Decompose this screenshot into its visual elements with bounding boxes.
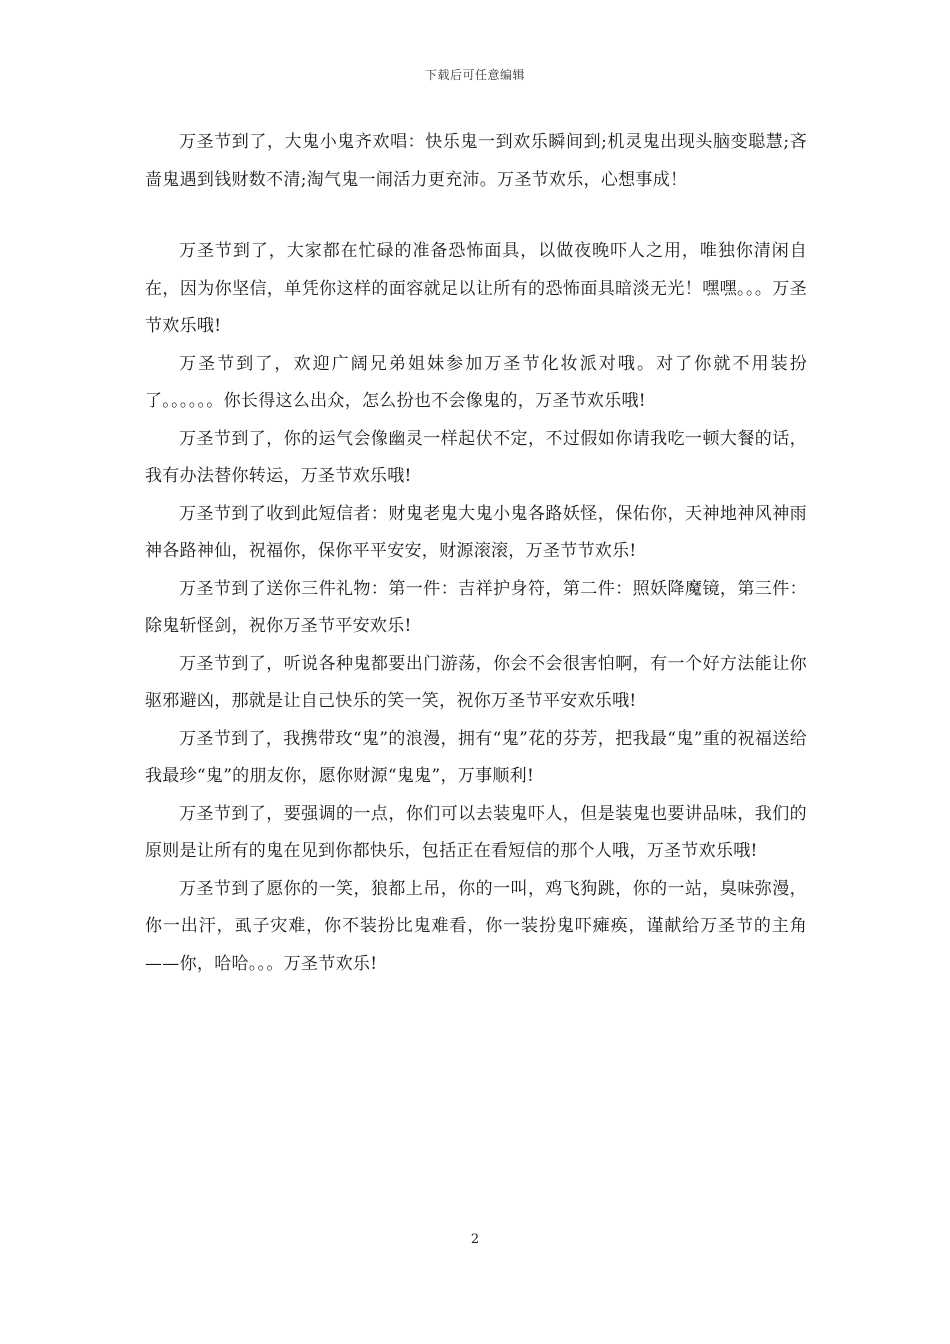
- paragraph-2: 万圣节到了，大家都在忙碌的准备恐怖面具，以做夜晚吓人之用，唯独你清闲自在，因为你坚信，单凭你这样的面容就足以让所有的恐怖面具暗淡无光！嘿嘿。。。万圣节欢乐哦!: [145, 241, 807, 336]
- page-header: 下载后可任意编辑: [424, 68, 525, 82]
- paragraph-1: 万圣节到了，大鬼小鬼齐欢唱：快乐鬼一到欢乐瞬间到;机灵鬼出现头脑变聪慧;吝啬鬼遇到钱财数不清;淘气鬼一闹活力更充沛。万圣节欢乐，心想事成！: [145, 132, 807, 190]
- paragraph-6: 万圣节到了送你三件礼物：第一件：吉祥护身符，第二件：照妖降魔镜，第三件：除鬼斩怪剑，祝你万圣节平安欢乐!: [145, 578, 807, 636]
- paragraph-3: 万圣节到了，欢迎广阔兄弟姐妹参加万圣节化妆派对哦。对了你就不用装扮了。。。。。。你长得这么出众，怎么扮也不会像鬼的，万圣节欢乐哦!: [145, 353, 807, 411]
- document-body: [145, 124, 807, 983]
- paragraph-9: 万圣节到了，要强调的一点，你们可以去装鬼吓人，但是装鬼也要讲品味，我们的原则是让所有的鬼在见到你都快乐，包括正在看短信的那个人哦，万圣节欢乐哦!: [145, 803, 807, 861]
- paragraph-10: 万圣节到了愿你的一笑，狼都上吊，你的一叫，鸡飞狗跳，你的一站，臭味弥漫，你一出汗，虱子灾难，你不装扮比鬼难看，你一装扮鬼吓瘫痪，谨献给万圣节的主角——你，哈哈。。。万圣节欢乐!: [145, 878, 807, 974]
- paragraph-7: 万圣节到了，听说各种鬼都要出门游荡，你会不会很害怕啊，有一个好方法能让你驱邪避凶，那就是让自己快乐的笑一笑，祝你万圣节平安欢乐哦!: [145, 653, 807, 711]
- paragraph-5: 万圣节到了收到此短信者：财鬼老鬼大鬼小鬼各路妖怪，保佑你，天神地神风神雨神各路神仙，祝福你，保你平平安安，财源滚滚，万圣节节欢乐!: [145, 503, 807, 561]
- paragraph-4: 万圣节到了，你的运气会像幽灵一样起伏不定，不过假如你请我吃一顿大餐的话，我有办法替你转运，万圣节欢乐哦!: [145, 428, 807, 486]
- paragraph-8: 万圣节到了，我携带玫“鬼”的浪漫，拥有“鬼”花的芬芳，把我最“鬼”重的祝福送给我最珍“鬼”的朋友你，愿你财源“鬼鬼”，万事顺利!: [145, 728, 807, 786]
- page-number: 2: [470, 1232, 480, 1247]
